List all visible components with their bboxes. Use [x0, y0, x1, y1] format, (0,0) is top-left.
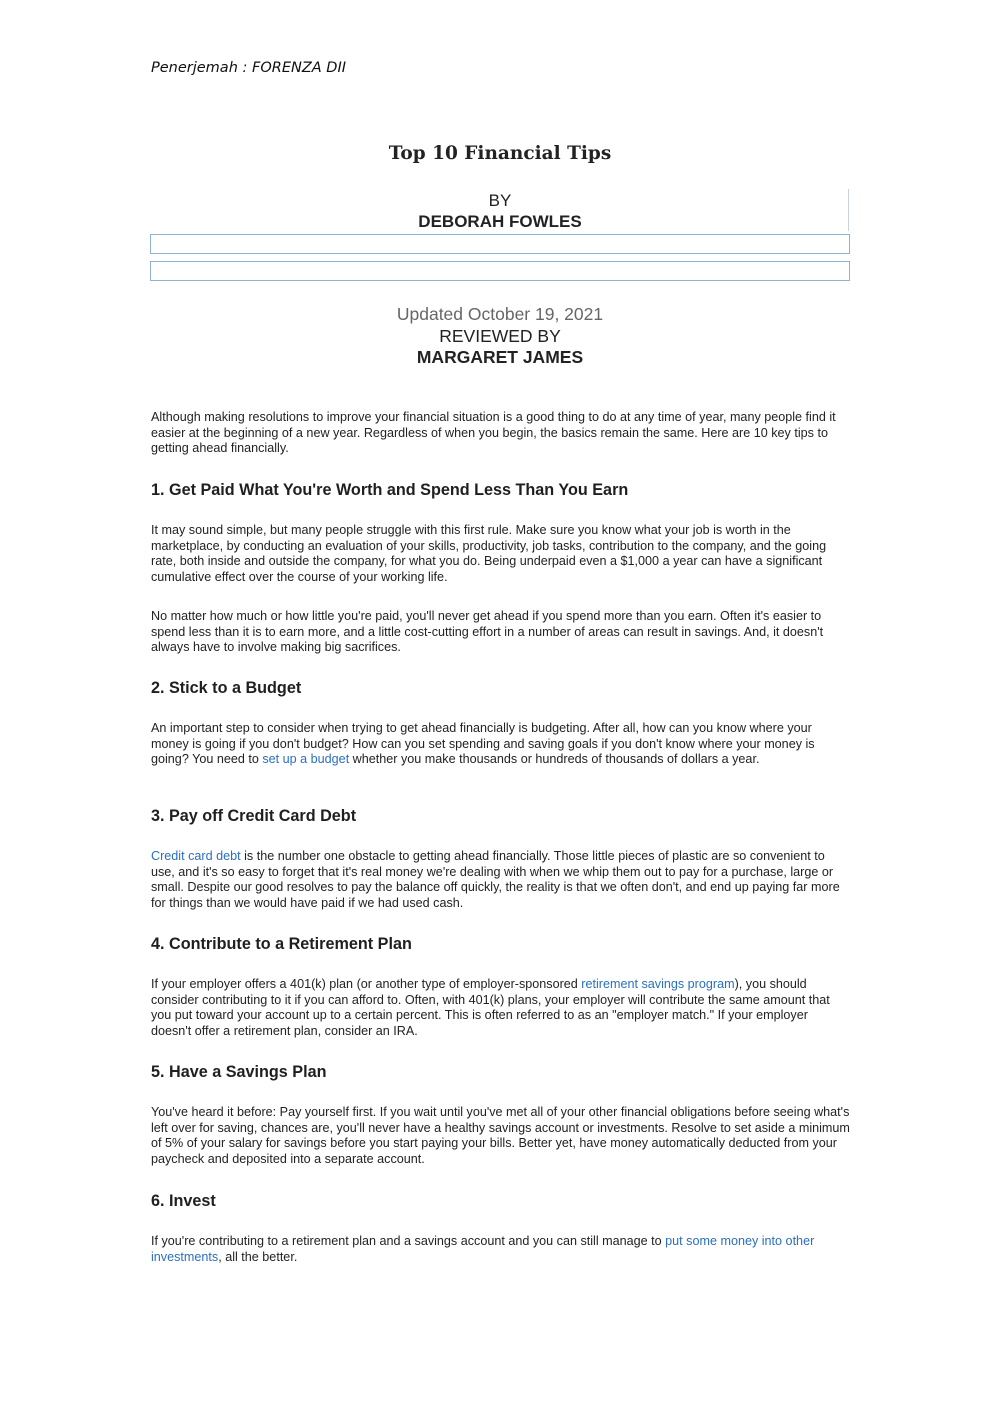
byline-by: BY — [488, 191, 512, 210]
section-5-paragraph: You've heard it before: Pay yourself first. If you wait until you've met all of your other financial obligations before seeing what's left over for saving, chances are, you'll never have a healthy savings account or investments. Resolve to set aside a minimum of 5% of your salary for savings before you start paying your bills. Better yet, have money automatically deducted from your paycheck and deposited into a separate account. — [151, 1105, 850, 1166]
section-3-text-after: is the number one obstacle to getting ahead financially. Those little pieces of plastic are so convenient to use, and it's so easy to forget that it's real money we're dealing with when we whip them out to pay for a purchase, large or small. Despite our good resolves to pay the balance off quickly, the reality is that we often don't, and end up paying far more for things than we would have paid if we had used cash. — [151, 849, 840, 910]
reviewed-by-label: REVIEWED BY — [439, 326, 561, 346]
section-6-text-before: If you're contributing to a retirement plan and a savings account and you can still manage to — [151, 1234, 666, 1248]
section-1-paragraph-2: No matter how much or how little you're paid, you'll never get ahead if you spend more than you earn. Often it's easier to spend less than it is to earn more, and a little cost-cutting effort in a number of areas can result in savings. And, it doesn't always have to involve making big sacrifices. — [151, 609, 824, 654]
section-2-text-before: An important step to consider when trying to get ahead financially is budgeting. After all, how can you know where your money is going if you don't budget? How can you set spending and saving goals if you don't know where your money is going? You need to — [151, 721, 815, 766]
section-6-paragraph — [151, 1234, 851, 1265]
section-heading-1: 1. Get Paid What You're Worth and Spend Less Than You Earn — [151, 481, 629, 499]
other-investments-link[interactable]: put some money into other investments — [151, 1234, 815, 1264]
reviewer-name: MARGARET JAMES — [416, 347, 584, 367]
section-heading-6: 6. Invest — [151, 1192, 216, 1210]
section-6-text-after: , all the better. — [218, 1249, 298, 1264]
section-heading-2: 2. Stick to a Budget — [151, 679, 302, 697]
intro-paragraph: Although making resolutions to improve your financial situation is a good thing to do at any time of year, many people find it easier at the beginning of a new year. Regardless of when you begin, the basics remain the same. Here are 10 key tips to getting ahead financially. — [151, 410, 836, 455]
section-4-text-after: ), you should consider contributing to it if you can afford to. Often, with 401(k) plans, your employer will contribute the same amount that you put toward your account up to a certain percent. This is often referred to as an "employer match." If your employer doesn't offer a retirement plan, consider an IRA. — [151, 977, 830, 1038]
article-title: Top 10 Financial Tips — [388, 143, 612, 164]
translator-note: Penerjemah : FORENZA DII — [151, 60, 347, 76]
empty-frame-2 — [150, 261, 850, 281]
section-heading-3: 3. Pay off Credit Card Debt — [151, 807, 357, 825]
section-1-paragraph-1: It may sound simple, but many people struggle with this first rule. Make sure you know what your job is worth in the marketplace, by conducting an evaluation of your skills, productivity, job tasks, contribution to the company, and the going rate, both inside and outside the company, for what you do. Being underpaid even a $1,000 a year can have a significant cumulative effect over the course of your working life. — [151, 523, 827, 584]
section-2-text-after: whether you make thousands or hundreds of thousands of dollars a year. — [349, 752, 760, 766]
section-heading-5: 5. Have a Savings Plan — [151, 1063, 327, 1081]
empty-frame-1 — [150, 234, 850, 254]
section-4-paragraph — [151, 977, 851, 1039]
updated-date: Updated October 19, 2021 — [396, 304, 604, 324]
section-4-text-before: If your employer offers a 401(k) plan (or another type of employer-sponsored — [151, 977, 582, 991]
budget-link[interactable]: set up a budget — [262, 752, 350, 766]
section-2-paragraph — [151, 721, 851, 768]
author-name: DEBORAH FOWLES — [418, 212, 582, 231]
section-heading-4: 4. Contribute to a Retirement Plan — [151, 935, 412, 953]
section-3-paragraph — [151, 849, 851, 911]
credit-card-debt-link[interactable]: Credit card debt — [151, 849, 241, 863]
retirement-savings-link[interactable]: retirement savings program — [581, 977, 735, 991]
